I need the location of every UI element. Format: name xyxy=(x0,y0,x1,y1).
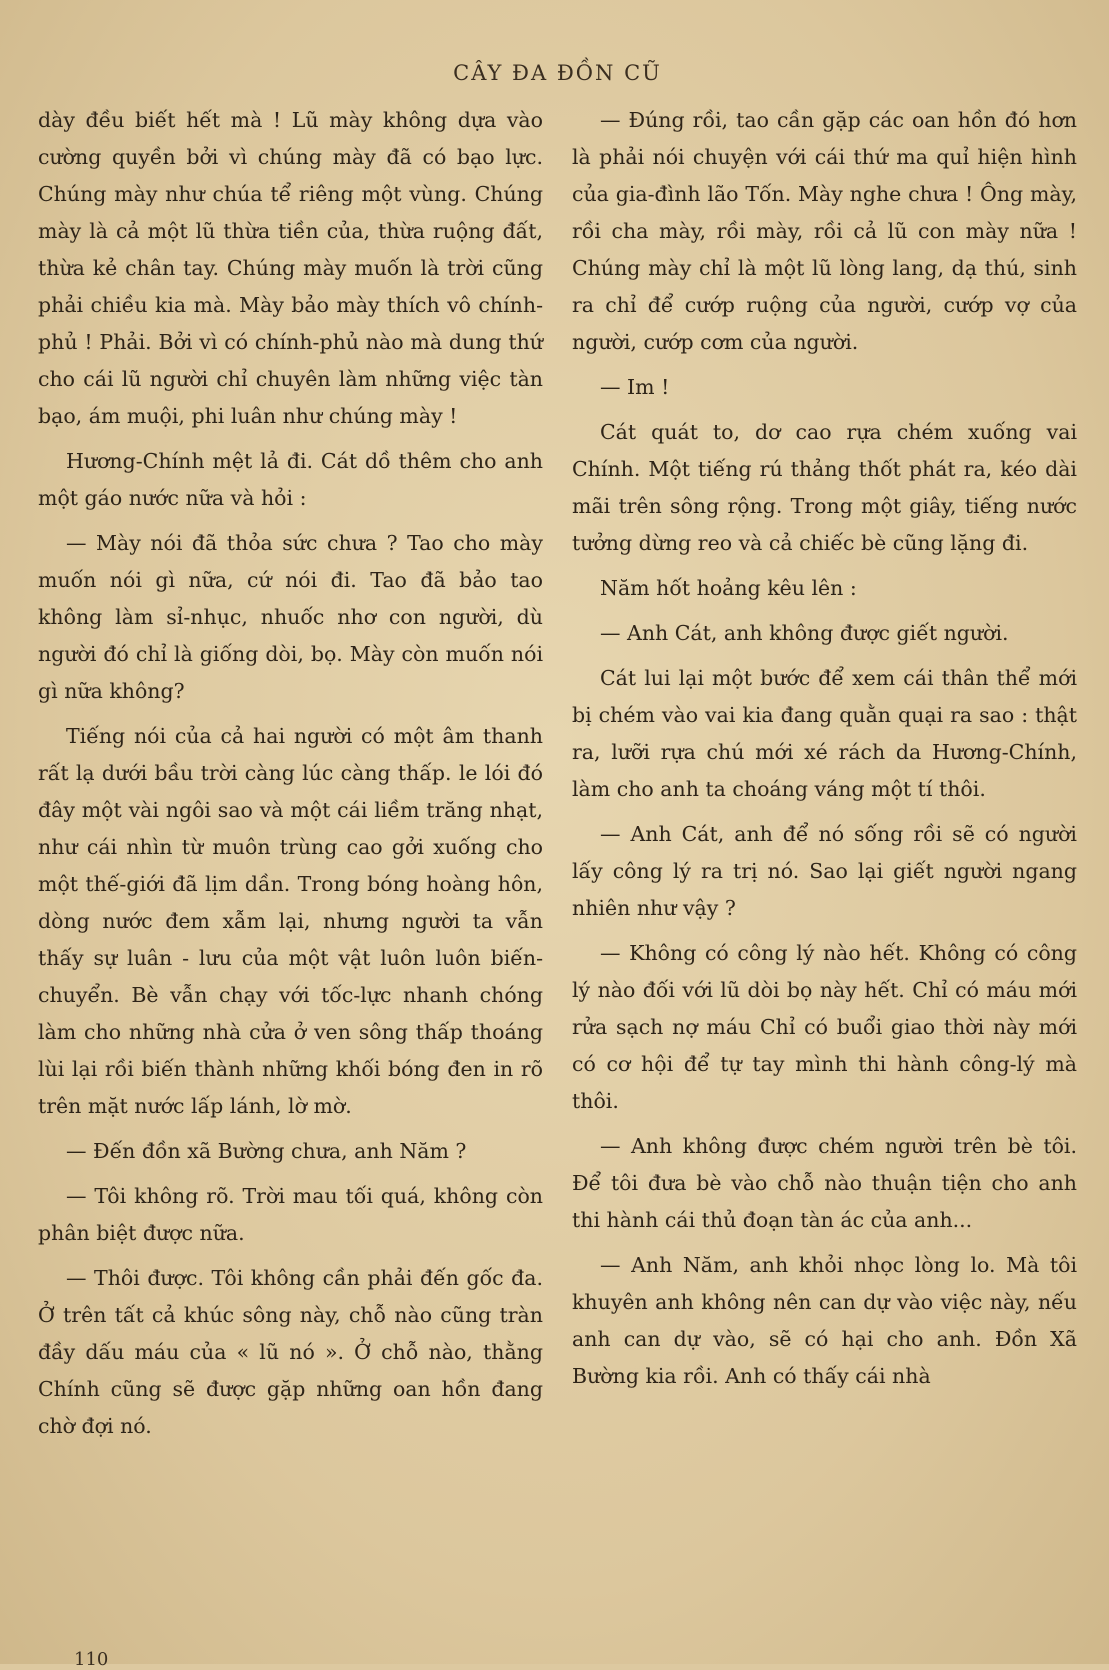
paragraph: Năm hốt hoảng kêu lên : xyxy=(600,576,857,600)
dialogue-line: — Không có công lý nào hết. Không có công lý nào đối với lũ dòi bọ này hết. Chỉ có máu mới rửa sạch nợ máu Chỉ có buổi giao thời này mới có cơ hội để tự tay mình thi hành công-lý mà thôi. xyxy=(572,941,1077,1113)
dialogue-line: — Tôi không rõ. Trời mau tối quá, không còn phân biệt được nữa. xyxy=(38,1184,543,1245)
left-column xyxy=(38,102,543,1453)
paragraph: dày đều biết hết mà ! Lũ mày không dựa vào cường quyền bởi vì chúng mày đã có bạo lực. Chúng mày như chúa tể riêng một vùng. Chúng mày là cả một lũ thừa tiền của, thừa ruộng đất, thừa kẻ chân tay. Chúng mày muốn là trời cũng phải chiều kia mà. Mày bảo mày thích vô chính-phủ ! Phải. Bởi vì có chính-phủ nào mà dung thứ cho cái lũ người chỉ chuyên làm những việc tàn bạo, ám muội, phi luân như chúng mày ! xyxy=(38,108,543,428)
right-column xyxy=(572,102,1077,1453)
dialogue-line: — Anh không được chém người trên bè tôi. Để tôi đưa bè vào chỗ nào thuận tiện cho anh thi hành cái thủ đoạn tàn ác của anh... xyxy=(572,1134,1077,1232)
dialogue-line: — Thôi được. Tôi không cần phải đến gốc đa. Ở trên tất cả khúc sông này, chỗ nào cũng tràn đầy dấu máu của « lũ nó ». Ở chỗ nào, thằng Chính cũng sẽ được gặp những oan hồn đang chờ đợi nó. xyxy=(38,1266,543,1438)
dialogue-line: — Anh Cát, anh để nó sống rồi sẽ có người lấy công lý ra trị nó. Sao lại giết người ngang nhiên như vậy ? xyxy=(572,822,1077,920)
paragraph: Cát quát to, dơ cao rựa chém xuống vai Chính. Một tiếng rú thảng thốt phát ra, kéo dài mãi trên sông rộng. Trong một giây, tiếng nước tưởng dừng reo và cả chiếc bè cũng lặng đi. xyxy=(572,420,1077,555)
paragraph: Hương-Chính mệt lả đi. Cát dồ thêm cho anh một gáo nước nữa và hỏi : xyxy=(38,449,543,510)
paragraph: Tiếng nói của cả hai người có một âm thanh rất lạ dưới bầu trời càng lúc càng thấp. le lói đó đây một vài ngôi sao và một cái liềm trăng nhạt, như cái nhìn từ muôn trùng cao gởi xuống cho một thế-giới đã lịm dần. Trong bóng hoàng hôn, dòng nước đem xẫm lại, nhưng người ta vẫn thấy sự luân - lưu của một vật luôn luôn biến-chuyển. Bè vẫn chạy với tốc-lực nhanh chóng làm cho những nhà cửa ở ven sông thấp thoáng lùi lại rồi biến thành những khối bóng đen in rõ trên mặt nước lấp lánh, lờ mờ. xyxy=(38,724,543,1118)
dialogue-line: — Mày nói đã thỏa sức chưa ? Tao cho mày muốn nói gì nữa, cứ nói đi. Tao đã bảo tao không làm sỉ-nhục, nhuốc nhơ con người, dù người đó chỉ là giống dòi, bọ. Mày còn muốn nói gì nữa không? xyxy=(38,531,543,703)
dialogue-line: — Im ! xyxy=(600,375,670,399)
dialogue-line: — Anh Cát, anh không được giết người. xyxy=(600,621,1009,645)
dialogue-line: — Đúng rồi, tao cần gặp các oan hồn đó hơn là phải nói chuyện với cái thứ ma quỉ hiện hình của gia-đình lão Tốn. Mày nghe chưa ! Ông mày, rồi cha mày, rồi mày, rồi cả lũ con mày nữa ! Chúng mày chỉ là một lũ lòng lang, dạ thú, sinh ra chỉ để cướp ruộng của người, cướp vợ của người, cướp cơm của người. xyxy=(572,108,1077,354)
dialogue-line: — Đến đồn xã Bường chưa, anh Năm ? xyxy=(66,1139,467,1163)
text-columns xyxy=(38,102,1077,1453)
page-number: 110 xyxy=(74,1649,109,1670)
running-header: CÂY ĐA ĐỒN CŨ xyxy=(453,61,662,85)
paragraph: Cát lui lại một bước để xem cái thân thể mới bị chém vào vai kia đang quằn quại ra sao : thật ra, lưỡi rựa chú mới xé rách da Hương-Chính, làm cho anh ta choáng váng một tí thôi. xyxy=(572,666,1077,801)
dialogue-line: — Anh Năm, anh khỏi nhọc lòng lo. Mà tôi khuyên anh không nên can dự vào việc này, nếu anh can dự vào, sẽ có hại cho anh. Đồn Xã Bường kia rồi. Anh có thấy cái nhà xyxy=(572,1253,1077,1388)
